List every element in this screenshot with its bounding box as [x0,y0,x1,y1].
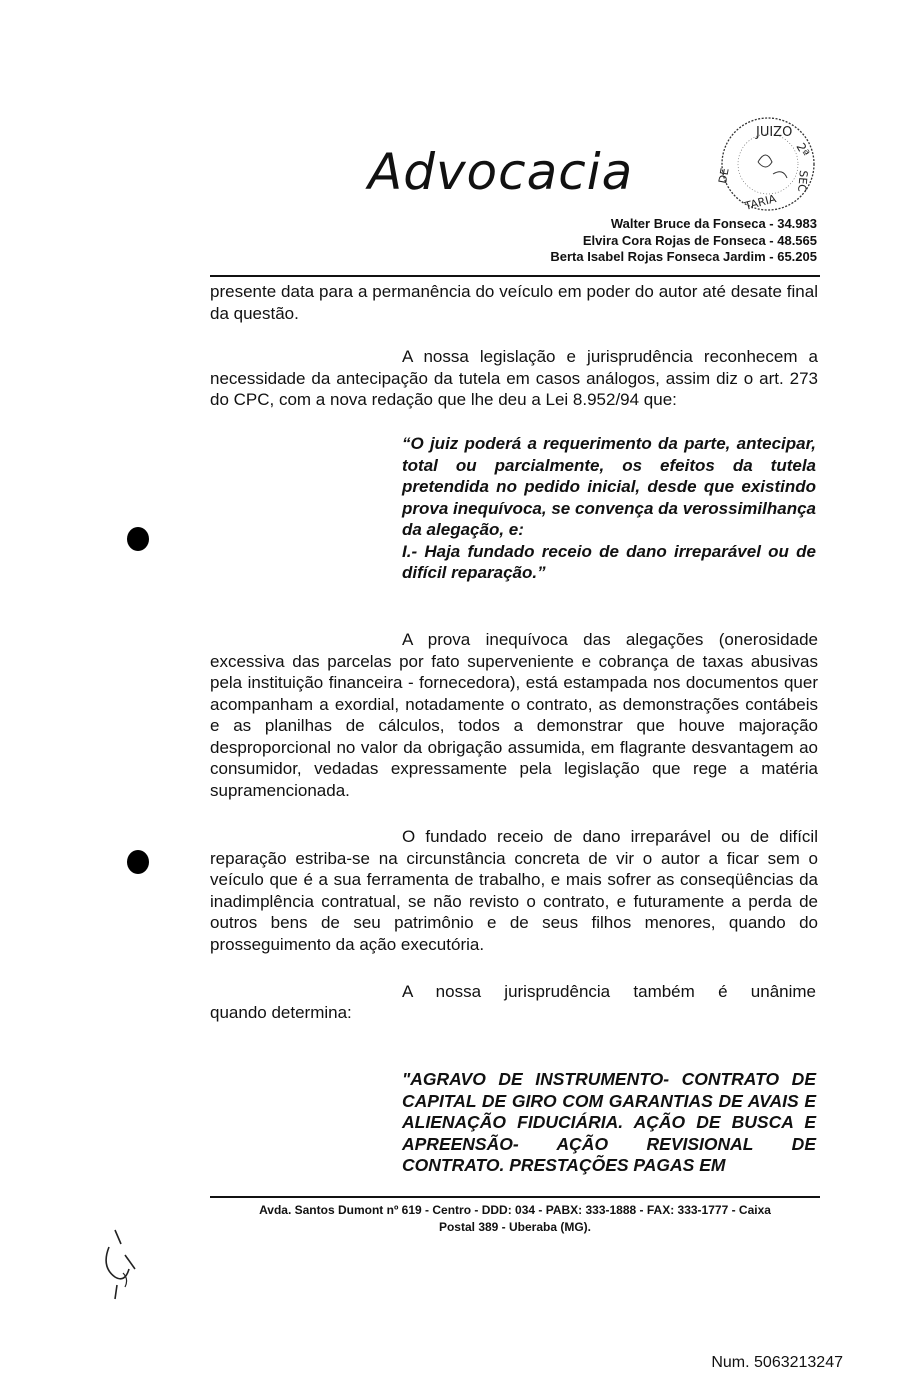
legal-quote-1 [402,433,816,584]
footer-rule [210,1196,820,1198]
margin-signature-icon [95,1225,145,1305]
lawyers-list [550,216,817,266]
punch-hole [127,850,149,874]
punch-hole [127,527,149,551]
svg-text:DE: DE [716,167,732,185]
footer-line-2: Postal 389 - Uberaba (MG). [438,1220,592,1234]
footer-address [210,1202,820,1236]
lawyer-1: Walter Bruce da Fonseca - 34.983 [610,216,817,231]
footer-line-1: Avda. Santos Dumont nº 619 - Centro - DDD: 034 - PABX: 333-1888 - FAX: 333-1777 - Caixa [259,1203,771,1217]
lawyer-3: Berta Isabel Rojas Fonseca Jardim - 65.205 [550,249,817,264]
paragraph-1: presente data para a permanência do veículo em poder do autor até desate final da questão. [210,282,818,323]
svg-text:JUIZO: JUIZO [756,125,793,140]
court-stamp-icon [718,112,818,216]
legal-quote-2: "AGRAVO DE INSTRUMENTO- CONTRATO DE CAPITAL DE GIRO COM GARANTIAS DE AVAIS E ALIENAÇÃO FIDUCIÁRIA. AÇÃO DE BUSCA E APREENSÃO- AÇÃO REVISIONAL DE CONTRATO. PRESTAÇÕES PAGAS EM [402,1069,816,1175]
header-rule [210,275,820,277]
paragraph-4: O fundado receio de dano irreparável ou de difícil reparação estriba-se na circunstância concreta de vir o autor a ficar sem o veículo que é a sua ferramenta de trabalho, e mais sofrer as conseqüências da inadimplência contratual, se não revisto o contrato, e futuramente a perda de outros bens de seu patrimônio e de seus filhos menores, quando do prosseguimento da ação executória. [210,827,818,954]
legal-quote-1-text: “O juiz poderá a requerimento da parte, antecipar, total ou parcialmente, os efeitos da tutela pretendida no pedido inicial, desde que existindo prova inequívoca, se convença da verossimilhança da alegação, e: [402,434,816,539]
paragraph-5-start: A nossa jurisprudência também é unânime [402,982,816,1001]
legal-quote-1-item: I.- Haja fundado receio de dano irreparável ou de difícil reparação.” [402,541,816,582]
paragraph-3: A prova inequívoca das alegações (onerosidade excessiva das parcelas por fato superveniente e cobrança de taxas abusivas pela instituição financeira - fornecedora), está estampada nos documentos quer acompanham a exordial, notadamente o contrato, as demonstrações contábeis e as planilhas de cálculos, todos a demonstrar que houve majoração desproporcional no valor da obrigação assumida, em flagrante desvantagem ao consumidor, vedadas expressamente pela legislação que rege a matéria supramencionada. [210,630,818,800]
lawyer-2: Elvira Cora Rojas de Fonseca - 48.565 [582,232,817,248]
svg-text:2ª: 2ª [793,140,813,160]
paragraph-5-end: quando determina: [210,1003,352,1022]
page-number: Num. 5063213247 [711,1354,843,1371]
svg-text:TARIA: TARIA [743,192,778,213]
paragraph-2: A nossa legislação e jurisprudência reconhecem a necessidade da antecipação da tutela em casos análogos, assim diz o art. 273 do CPC, com a nova redação que lhe deu a Lei 8.952/94 que: [210,347,818,409]
svg-text:SEC: SEC [795,169,810,193]
letterhead-brand: Advocacia [368,143,634,201]
